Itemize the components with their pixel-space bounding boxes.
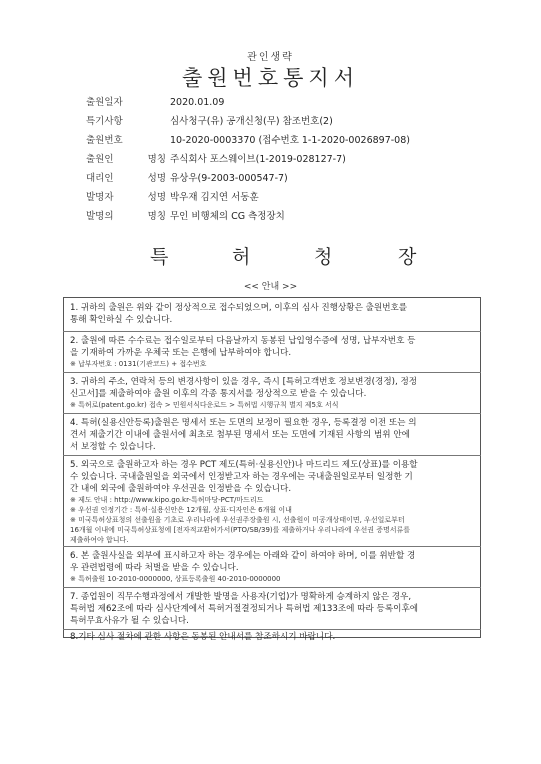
item-note: ※ 미국특허상표청의 선출원을 기초로 우리나라에 우선권주장출원 시, 선출원이 미공개상태이면, 우선일로부터	[70, 516, 405, 524]
item-divider	[63, 587, 481, 588]
item-divider	[63, 372, 481, 373]
notice-item-4	[70, 417, 478, 453]
item-line: 간 내에 외국에 출원하여야 우선권을 인정받을 수 있습니다.	[70, 484, 292, 494]
item-line: 특허법 제62조에 따라 심사단계에서 특허거절결정되거나 특허법 제133조에 따라 등록이후에	[70, 604, 419, 614]
field-label: 발명자 성명	[86, 192, 166, 203]
notice-item-6	[70, 550, 478, 584]
notice-item-8	[70, 631, 478, 643]
notice-item-2	[70, 335, 478, 369]
notice-item-1	[70, 302, 478, 326]
notice-item-3	[70, 376, 478, 410]
document-title: 출원번호통지서	[181, 66, 359, 90]
item-note: 16개월 이내에 미국특허상표청에 [전자적교환허가서(PTO/SB/39)를 제출하거나 우리나라에 우선권 증명서류를	[70, 526, 411, 534]
field-value: 유상우(9-2003-000547-7)	[170, 173, 288, 184]
item-notes	[70, 495, 478, 545]
field-value: 10-2020-0003370 (접수번호 1-1-2020-0026897-08)	[170, 135, 410, 146]
field-label: 출원번호	[86, 135, 123, 146]
heading-char: 장	[398, 246, 417, 268]
item-divider	[63, 546, 481, 547]
field-value: 무인 비행체의 CG 측정장치	[170, 211, 285, 222]
item-line: 8.기타 심사 절차에 관한 사항은 동봉된 안내서를 참조하시기 바랍니다.	[70, 632, 336, 642]
field-label: 출원일자	[86, 97, 123, 108]
notice-heading: << 안내 >>	[243, 282, 298, 292]
item-note: ※ 특허출원 10-2010-0000000, 상표등록출원 40-2010-0000000	[70, 575, 281, 583]
field-label: 특기사항	[86, 116, 123, 127]
item-line: 서 보정할 수 있습니다.	[70, 442, 156, 452]
item-notes	[70, 574, 478, 584]
item-divider	[63, 629, 481, 630]
item-note: ※ 제도 안내 : http://www.kipo.go.kr-특허마당-PCT/마드리드	[70, 496, 264, 504]
item-divider	[63, 331, 481, 332]
field-label: 출원인 명칭	[86, 154, 166, 165]
item-note: ※ 우선권 인정기간 : 특허·실용신안은 12개월, 상표·디자인은 6개월 이내	[70, 506, 292, 514]
item-line: 통해 확인하실 수 있습니다.	[70, 315, 173, 325]
item-divider	[63, 455, 481, 456]
item-line: 특허무효사유가 될 수 있습니다.	[70, 616, 189, 626]
field-value: 심사청구(유) 공개신청(무) 참조번호(2)	[170, 116, 333, 127]
item-line: 7. 종업원이 직무수행과정에서 개발한 발명을 사용자(기업)가 명확하게 승계하지 않은 경우,	[70, 592, 412, 602]
item-divider	[63, 413, 481, 414]
item-note: ※ 특허로(patent.go.kr) 접속 > 민원서식다운로드 > 특허법 시행규칙 별지 제5호 서식	[70, 401, 339, 409]
item-line: 3. 귀하의 주소, 연락처 등의 변경사항이 있을 경우, 즉시 [특허고객번호 정보변경(경정), 정정	[70, 377, 418, 387]
item-line: 을 기재하여 가까운 우체국 또는 은행에 납부하여야 합니다.	[70, 348, 292, 358]
item-line: 1. 귀하의 출원은 위와 같이 정상적으로 접수되었으며, 이후의 심사 진행상황은 출원번호를	[70, 303, 408, 313]
notice-item-5	[70, 459, 478, 545]
item-note: ※ 납부자번호 : 0131(기관코드) + 접수번호	[70, 360, 207, 368]
field-value: 주식회사 포스웨이브(1-2019-028127-7)	[170, 154, 346, 165]
heading-char: 청	[314, 246, 333, 268]
item-notes	[70, 359, 478, 369]
field-value: 박우재 김지연 서동훈	[170, 192, 259, 203]
item-line: 6. 본 출원사실을 외부에 표시하고자 하는 경우에는 아래와 같이 하여야 하며, 이를 위반할 경	[70, 551, 416, 561]
field-value: 2020.01.09	[170, 97, 225, 108]
field-label: 발명의 명칭	[86, 211, 166, 222]
heading-char: 허	[232, 246, 251, 268]
item-line: 5. 외국으로 출원하고자 하는 경우 PCT 제도(특허·실용신안)나 마드리드 제도(상표)를 이용할	[70, 460, 418, 470]
item-line: 2. 출원에 따른 수수료는 접수일로부터 다음날까지 동봉된 납입영수증에 성명, 납부자번호 등	[70, 336, 416, 346]
notice-item-7	[70, 591, 478, 627]
item-notes	[70, 400, 478, 410]
item-note: 제출하여야 합니다.	[70, 536, 129, 544]
seal-omitted-note: 관인생략	[247, 52, 294, 63]
item-line: 우 관련법령에 따라 처벌을 받을 수 있습니다.	[70, 563, 239, 573]
field-label: 대리인 성명	[86, 173, 166, 184]
item-line: 신고서]를 제출하여야 출원 이후의 각종 통지서를 정상적으로 받을 수 있습니다.	[70, 389, 367, 399]
patent-office-commissioner	[150, 242, 420, 268]
heading-char: 특	[150, 246, 169, 268]
item-line: 견서 제출기간 이내에 출원서에 최초로 첨부된 명세서 또는 도면에 기재된 사항의 범위 안에	[70, 430, 410, 440]
item-line: 4. 특허(실용신안등록)출원은 명세서 또는 도면의 보정이 필요한 경우, 등록결정 이전 또는 의	[70, 418, 417, 428]
item-line: 수 있습니다. 국내출원일을 외국에서 인정받고자 하는 경우에는 국내출원일로부터 일정한 기	[70, 472, 413, 482]
